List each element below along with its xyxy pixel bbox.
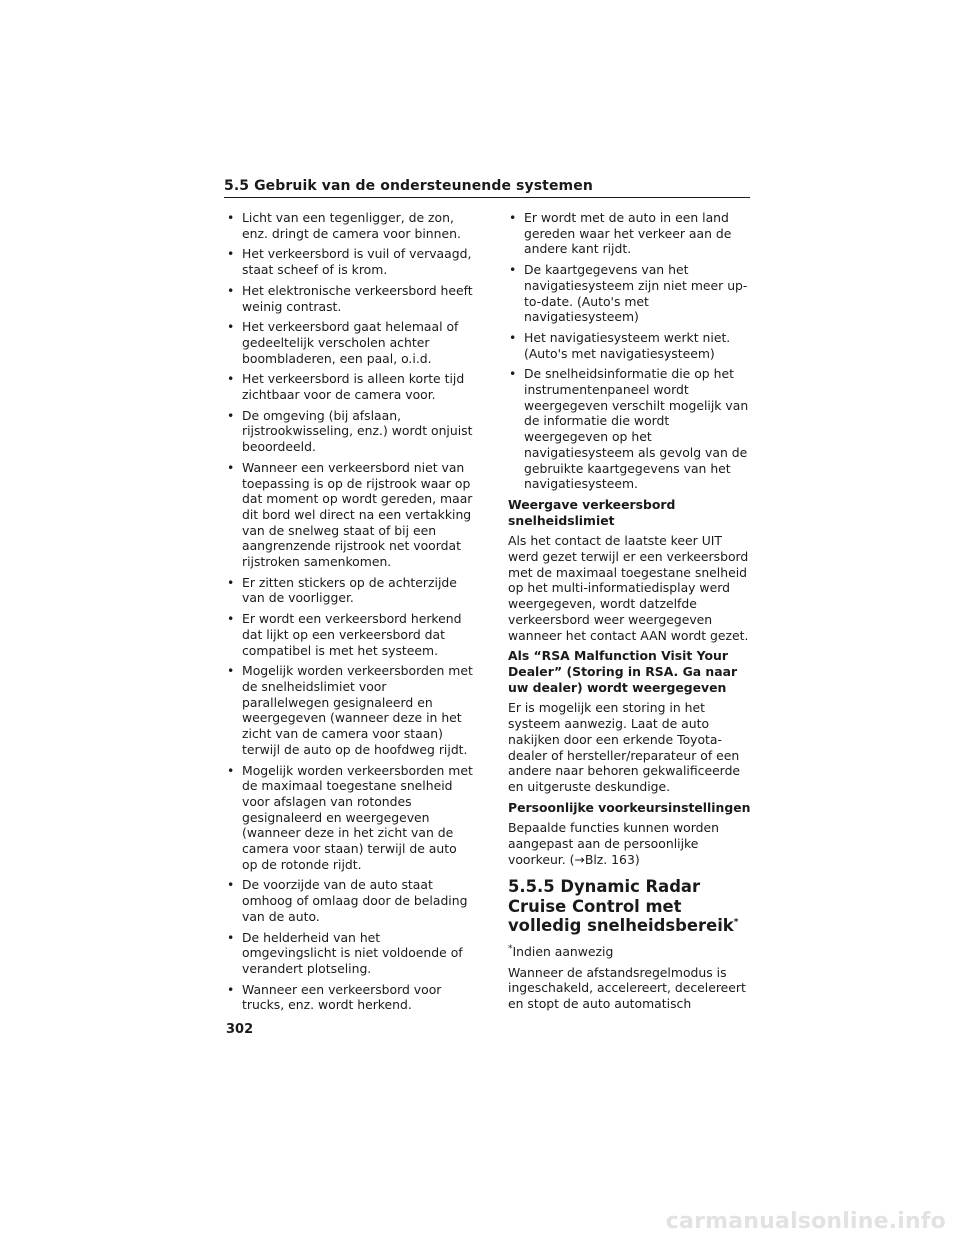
section-title-text: 5.5.5 Dynamic Radar Cruise Control met volledig snelheidsbereik [508, 877, 734, 936]
right-bullet-list [508, 210, 754, 492]
footnote [508, 944, 754, 960]
subhead-personal-settings: Persoonlijke voorkeursinstellingen [508, 799, 751, 815]
subhead-rsa-malfunction: Als “RSA Malfunction Visit Your Dealer” (Storing in RSA. Ga naar uw dealer) wordt weergegeven [508, 648, 738, 695]
list-item: • Mogelijk worden verkeersborden met de maximaal toegestane snelheid voor afslagen van rotondes gesignaleerd en weergegeven (wanneer deze in het zicht van de camera voor staan) terwijl de auto op de rotonde rijdt. [226, 763, 476, 873]
right-column [508, 210, 754, 1017]
subhead-speed-limit-display: Weergave verkeersbord snelheidslimiet [508, 496, 676, 528]
list-item: • Het verkeersbord gaat helemaal of gedeeltelijk verscholen achter boombladeren, een paal, o.i.d. [226, 319, 476, 366]
paragraph-rsa-malfunction: Er is mogelijk een storing in het systeem aanwezig. Laat de auto nakijken door een erkende Toyota-dealer of hersteller/reparateur of een andere naar behoren gekwalificeerde en uitgeruste deskundige. [508, 700, 741, 794]
list-item: • Er wordt met de auto in een land gereden waar het verkeer aan de andere kant rijdt. [508, 210, 754, 257]
list-item: • Wanneer een verkeersbord voor trucks, enz. wordt herkend. [226, 982, 476, 1013]
list-item: • Er wordt een verkeersbord herkend dat lijkt op een verkeersbord dat compatibel is met het systeem. [226, 611, 476, 658]
list-item: • De voorzijde van de auto staat omhoog of omlaag door de belading van de auto. [226, 877, 476, 924]
page-number: 302 [226, 1022, 254, 1037]
list-item: • Het verkeersbord is alleen korte tijd zichtbaar voor de camera voor. [226, 371, 476, 402]
paragraph-personal-settings: Bepaalde functies kunnen worden aangepast aan de persoonlijke voorkeur. (→Blz. 163) [508, 820, 719, 867]
list-item: • Het verkeersbord is vuil of vervaagd, staat scheef of is krom. [226, 246, 476, 277]
section-title [508, 877, 754, 936]
list-item: • De snelheidsinformatie die op het instrumentenpaneel wordt weergegeven verschilt mogelijk van de informatie die wordt weergegeven op het navigatiesysteem als gevolg van de gebruikte kaartgegevens van het navigatiesysteem. [508, 366, 754, 492]
header-title: 5.5 Gebruik van de ondersteunende systemen [224, 178, 593, 194]
list-item: • De kaartgegevens van het navigatiesysteem zijn niet meer up-to-date. (Auto's met navigatiesysteem) [508, 262, 754, 325]
list-item: • De omgeving (bij afslaan, rijstrookwisseling, enz.) wordt onjuist beoordeeld. [226, 408, 476, 455]
page-header [224, 178, 750, 198]
list-item: • Licht van een tegenligger, de zon, enz. dringt de camera voor binnen. [226, 210, 476, 241]
section-title-mark: * [733, 917, 739, 928]
list-item: • Wanneer een verkeersbord niet van toepassing is op de rijstrook waar op dat moment op wordt gereden, maar dit bord wel direct na een vertakking van de snelweg staat of bij een aangrenzende rijstrook net voordat rijstroken samenkomen. [226, 460, 476, 570]
paragraph-speed-limit-display: Als het contact de laatste keer UIT werd gezet terwijl er een verkeersbord met de maximaal toegestane snelheid op het multi-informatiedisplay werd weergegeven, wordt datzelfde verkeersbord weer weergegeven wanneer het contact AAN wordt gezet. [508, 533, 749, 643]
watermark: carmanualsonline.info [665, 1209, 946, 1234]
list-item: • Er zitten stickers op de achterzijde van de voorligger. [226, 575, 476, 606]
footnote-mark: * [508, 943, 513, 954]
list-item: • Mogelijk worden verkeersborden met de snelheidslimiet voor parallelwegen gesignaleerd en weergegeven (wanneer deze in het zicht van de camera voor staan) terwijl de auto op de hoofdweg rijdt. [226, 663, 476, 757]
left-bullet-list [226, 210, 476, 1013]
list-item: • De helderheid van het omgevingslicht is niet voldoende of verandert plotseling. [226, 930, 476, 977]
list-item: • Het elektronische verkeersbord heeft weinig contrast. [226, 283, 476, 314]
footnote-text: Indien aanwezig [512, 943, 614, 959]
paragraph-distance-mode: Wanneer de afstandsregelmodus is ingeschakeld, accelereert, decelereert en stopt de auto automatisch [508, 964, 746, 1012]
left-column [226, 210, 476, 1018]
list-item: • Het navigatiesysteem werkt niet. (Auto's met navigatiesysteem) [508, 330, 754, 361]
